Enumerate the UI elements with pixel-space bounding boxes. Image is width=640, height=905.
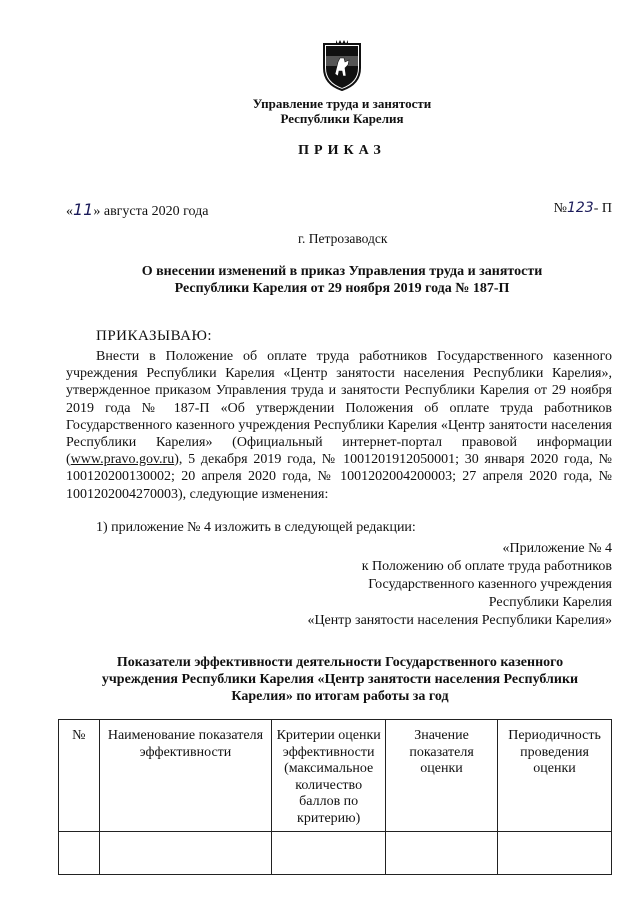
table-cell xyxy=(272,832,386,875)
document-title: ПРИКАЗ xyxy=(298,143,386,158)
order-number-suffix: - П xyxy=(593,201,612,216)
appendix-line5: «Центр занятости населения Республики Карелия» xyxy=(307,613,612,628)
order-number-prefix: № xyxy=(553,201,567,216)
coat-of-arms-karelia-icon xyxy=(318,38,366,92)
column-header-value: Значение показателя оценки xyxy=(386,720,498,832)
order-subject-line2: Республики Карелия от 29 ноября 2019 года № 187-П xyxy=(174,281,510,296)
date-month-year: » августа 2020 года xyxy=(93,204,209,219)
table-cell xyxy=(386,832,498,875)
list-item-1: 1) приложение № 4 изложить в следующей редакции: xyxy=(96,520,416,535)
appendix-line3: Государственного казенного учреждения xyxy=(368,577,612,592)
table-cell xyxy=(59,832,100,875)
order-date xyxy=(66,200,208,220)
column-header-criteria: Критерии оценки эффективности (максимальное количество баллов по критерию) xyxy=(272,720,386,832)
appendix-line4: Республики Карелия xyxy=(488,595,612,610)
order-subject xyxy=(22,263,640,297)
table-title-line2: учреждения Республики Карелия «Центр занятости населения Республики xyxy=(101,672,579,687)
table-title xyxy=(80,654,600,705)
order-subject-line1: О внесении изменений в приказ Управления труда и занятости xyxy=(141,264,543,279)
appendix-reference xyxy=(252,540,612,630)
indicators-table xyxy=(58,719,612,875)
column-header-indicator-name: Наименование показателя эффективности xyxy=(99,720,272,832)
pravo-portal-link[interactable]: www.pravo.gov.ru xyxy=(70,452,175,468)
city-name: г. Петрозаводск xyxy=(298,231,388,246)
order-number xyxy=(554,200,612,217)
organization-name-line1: Управление труда и занятости xyxy=(252,96,432,111)
table-title-line1: Показатели эффективности деятельности Государственного казенного xyxy=(116,655,564,670)
body-paragraph-text-start: Внести в Положение об оплате труда работников Государственного казенного учреждения Республики Карелия «Центр занятости населения Республики Карелия», утвержденное приказом Управления труда и занятости Республики Карелия от 29 ноября 2019 года № 187-П «Об утверждении Положения об оплате труда работников Государственного казенного учреждения Республики Карелия «Центр занятости населения Республики Карелия» (Официальный интернет-портал правовой информации ( xyxy=(66,349,612,468)
table-title-line3: Карелия» по итогам работы за год xyxy=(231,689,449,704)
appendix-line2: к Положению об оплате труда работников xyxy=(361,559,612,574)
body-paragraph xyxy=(66,348,612,503)
date-day-handwritten: 11 xyxy=(73,200,94,219)
table-cell xyxy=(498,832,612,875)
table-cell xyxy=(99,832,272,875)
table-header-row xyxy=(59,720,612,832)
order-directive-word: ПРИКАЗЫВАЮ: xyxy=(96,328,213,344)
date-open-quote: « xyxy=(66,204,73,219)
appendix-line1: «Приложение № 4 xyxy=(502,541,612,556)
table-row xyxy=(59,832,612,875)
column-header-number: № xyxy=(59,720,100,832)
order-number-handwritten: 123 xyxy=(566,200,594,216)
organization-name-line2: Республики Карелия xyxy=(280,111,404,126)
body-paragraph-text-end: ), 5 декабря 2019 года, № 1001201912050001; 30 января 2020 года, № 100120200130002; 20 апреля 2020 года, № 1001202004200003; 27 апреля 2020 года, № 1001202004270003), следующие изменения: xyxy=(66,452,612,502)
column-header-periodicity: Периодичность проведения оценки xyxy=(498,720,612,832)
